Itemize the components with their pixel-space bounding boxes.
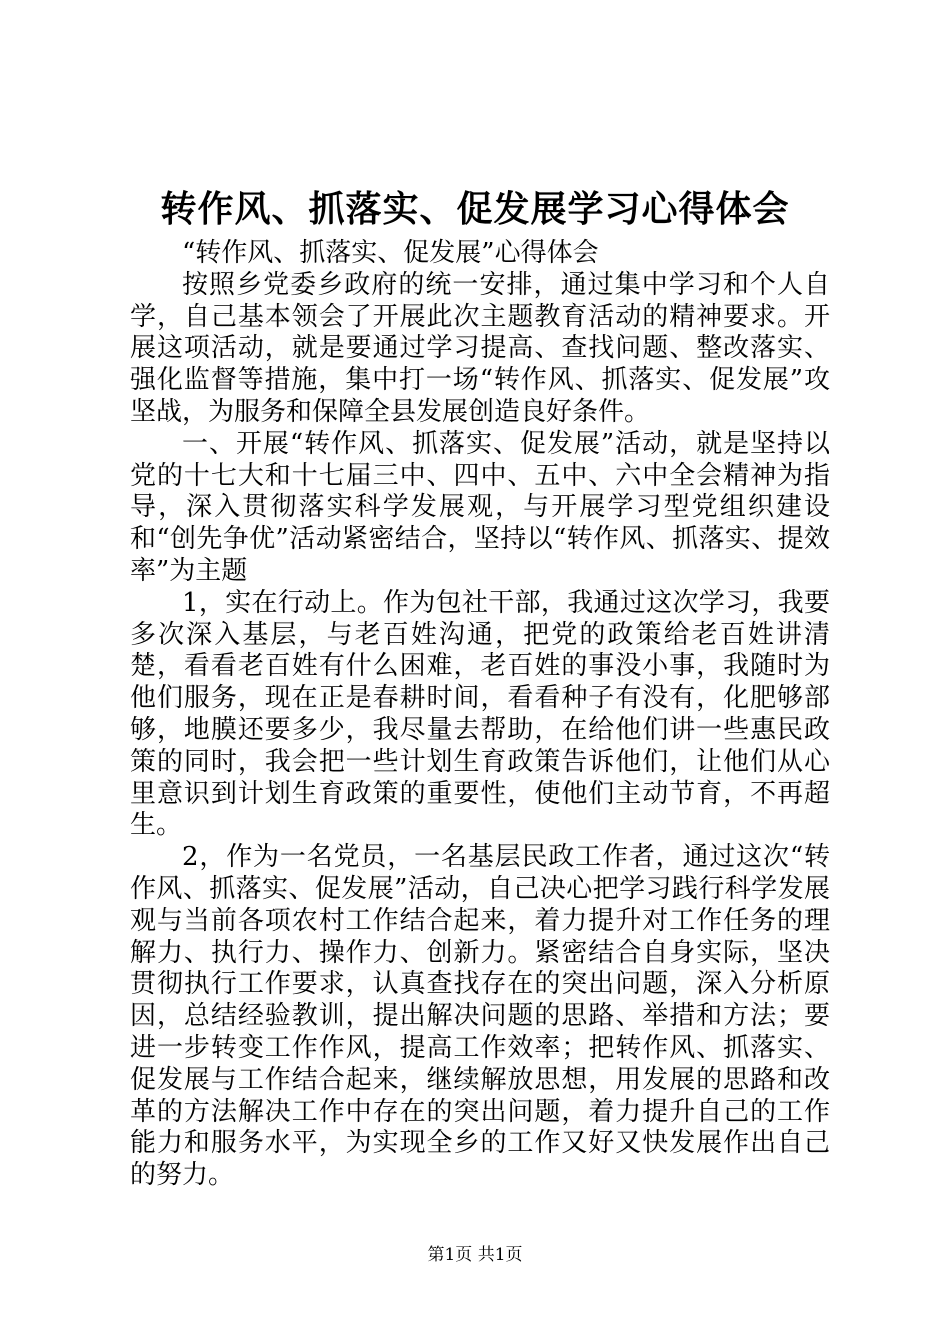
document-body bbox=[130, 238, 830, 1192]
body-paragraph: 1，实在行动上。作为包社干部，我通过这次学习，我要多次深入基层，与老百姓沟通，把党的政策给老百姓讲清楚，看看老百姓有什么困难，老百姓的事没小事，我随时为他们服务，现在正是春耕时间，看看种子有没有，化肥够部够，地膜还要多少，我尽量去帮助，在给他们讲一些惠民政策的同时，我会把一些计划生育政策告诉他们，让他们从心里意识到计划生育政策的重要性，使他们主动节育，不再超生。 bbox=[130, 587, 830, 841]
body-paragraph: 一、开展“转作风、抓落实、促发展”活动，就是坚持以党的十七大和十七届三中、四中、五中、六中全会精神为指导，深入贯彻落实科学发展观，与开展学习型党组织建设和“创先争优”活动紧密结合，坚持以“转作风、抓落实、提效率”为主题 bbox=[130, 428, 830, 586]
body-paragraph: 按照乡党委乡政府的统一安排，通过集中学习和个人自学，自己基本领会了开展此次主题教育活动的精神要求。开展这项活动，就是要通过学习提高、查找问题、整改落实、强化监督等措施，集中打一场“转作风、抓落实、促发展”攻坚战，为服务和保障全县发展创造良好条件。 bbox=[130, 269, 830, 427]
document-subtitle: “转作风、抓落实、促发展”心得体会 bbox=[182, 238, 599, 268]
document-title: 转作风、抓落实、促发展学习心得体会 bbox=[160, 188, 790, 230]
body-paragraph: 2，作为一名党员，一名基层民政工作者，通过这次“转作风、抓落实、促发展”活动，自己决心把学习践行科学发展观与当前各项农村工作结合起来，着力提升对工作任务的理解力、执行力、操作力、创新力。紧密结合自身实际，坚决贯彻执行工作要求，认真查找存在的突出问题，深入分析原因，总结经验教训，提出解决问题的思路、举措和方法；要进一步转变工作作风，提高工作效率；把转作风、抓落实、促发展与工作结合起来，继续解放思想，用发展的思路和改革的方法解决工作中存在的突出问题，着力提升自己的工作能力和服务水平，为实现全乡的工作又好又快发展作出自己的努力。 bbox=[130, 842, 830, 1191]
page-footer: 第1页 共1页 bbox=[427, 1245, 523, 1265]
